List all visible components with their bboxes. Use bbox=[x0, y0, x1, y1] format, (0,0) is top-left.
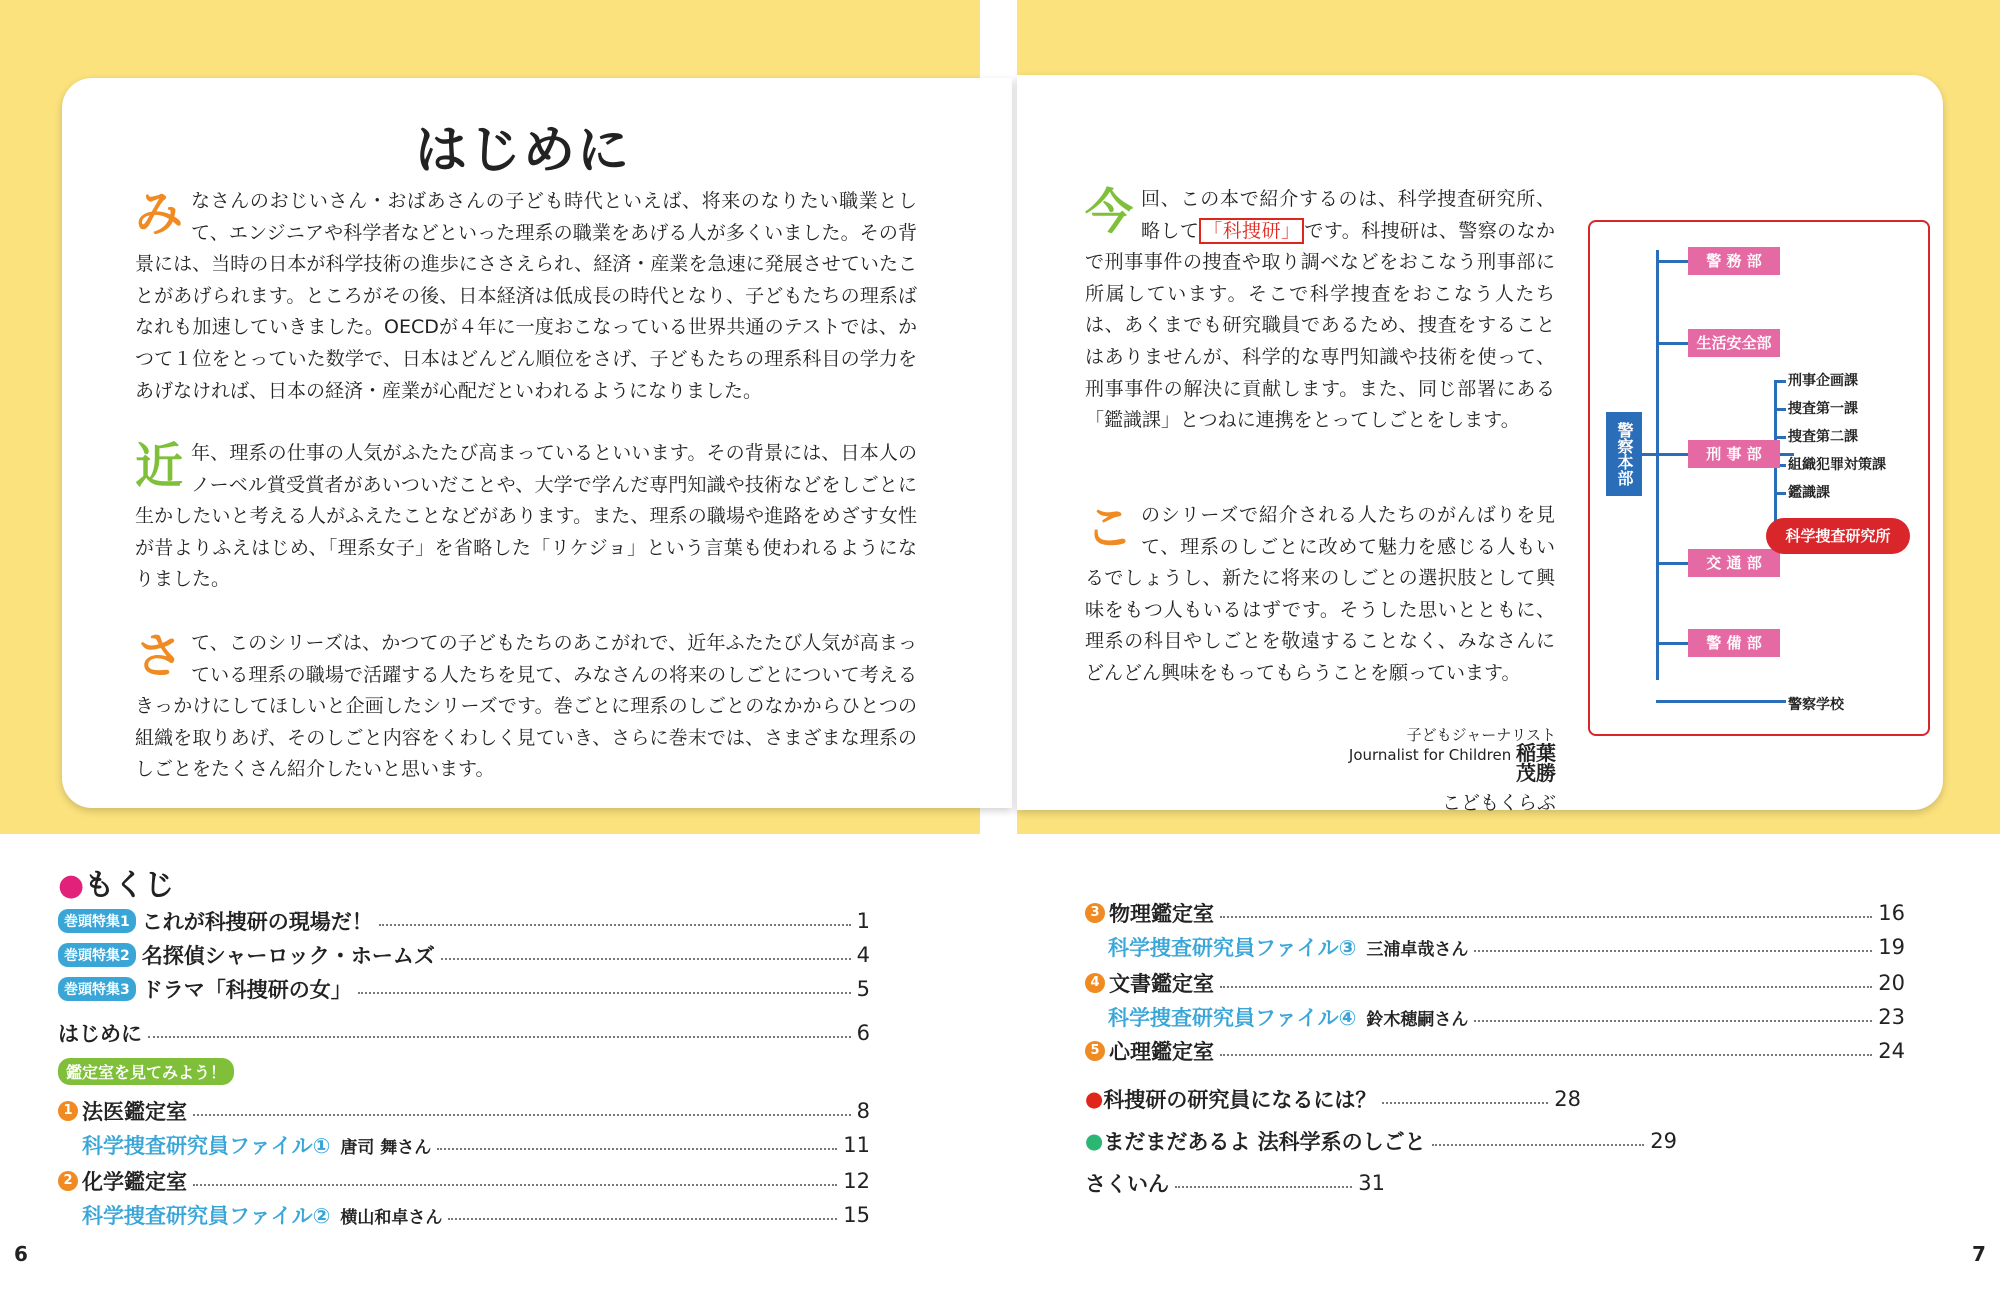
toc-label: 文書鑑定室 bbox=[1109, 972, 1214, 996]
toc-page: 5 bbox=[856, 977, 870, 1001]
toc-page: 11 bbox=[843, 1133, 870, 1157]
toc-label: これが科捜研の現場だ！ bbox=[141, 910, 373, 934]
org-school: 警察学校 bbox=[1788, 697, 1844, 713]
toc-label: ドラマ「科捜研の女」 bbox=[141, 978, 352, 1002]
drop-cap: 今 bbox=[1085, 184, 1134, 240]
number-badge: 3 bbox=[1085, 903, 1105, 923]
researcher-name: 横山和卓さん bbox=[340, 1207, 443, 1228]
number-badge: 1 bbox=[58, 1101, 78, 1121]
toc-entry[interactable] bbox=[1085, 1084, 1581, 1114]
page-number-left: 6 bbox=[14, 1242, 28, 1266]
toc-page: 19 bbox=[1878, 935, 1905, 959]
org-division: 鑑識課 bbox=[1788, 485, 1830, 501]
toc-page: 4 bbox=[856, 943, 870, 967]
bullet-icon: ● bbox=[1085, 1087, 1104, 1111]
page-number-right: 7 bbox=[1972, 1242, 1986, 1266]
org-department: 警 備 部 bbox=[1688, 629, 1780, 657]
paragraph-text: です。科捜研は、警察のなかで刑事事件の捜査や取り調べなどをおこなう刑事部に所属しています。そこで科学捜査をおこなう人たちは、あくまでも研究職員であるため、捜査をすることはありませんが、科学的な専門知識や技術を使って、刑事事件の解決に貢献します。また、同じ部署にある「鑑識課」とつねに連携をとってしごとをします。 bbox=[1085, 219, 1555, 432]
researcher-name: 三浦卓哉さん bbox=[1366, 939, 1469, 960]
leader-dots bbox=[148, 1036, 851, 1038]
researcher-name: 鈴木穂嗣さん bbox=[1366, 1009, 1469, 1030]
drop-cap: み bbox=[135, 186, 184, 242]
intro-paragraph-3 bbox=[135, 628, 917, 786]
toc-page: 24 bbox=[1878, 1039, 1905, 1063]
toc-page: 23 bbox=[1878, 1005, 1905, 1029]
toc-label: 化学鑑定室 bbox=[82, 1170, 187, 1194]
chart-connector bbox=[1774, 436, 1786, 439]
paragraph-text: のシリーズで紹介される人たちのがんばりを見て、理系のしごとに改めて魅力を感じる人もいるでしょうし、新たに将来のしごとの選択肢として興味をもつ人もいるはずです。そうした思いとともに、理系の科目やしごとを敬遠することなく、みなさんにどんどん興味をもってもらうことを願っています。 bbox=[1085, 504, 1555, 684]
leader-dots bbox=[1432, 1144, 1645, 1146]
chart-connector bbox=[1656, 260, 1688, 263]
leader-dots bbox=[1220, 1054, 1872, 1056]
toc-entry[interactable] bbox=[1085, 1126, 1677, 1156]
toc-entry[interactable] bbox=[1085, 1036, 1905, 1066]
paragraph-text: 回、この本で紹介するのは、科学捜査研究所、略して bbox=[1141, 188, 1555, 242]
police-org-chart bbox=[1588, 220, 1930, 736]
toc-page: 15 bbox=[843, 1203, 870, 1227]
feature-tag: 巻頭特集1 bbox=[58, 909, 136, 933]
toc-page: 29 bbox=[1650, 1129, 1677, 1153]
leader-dots bbox=[441, 958, 851, 960]
paragraph-text: なさんのおじいさん・おばあさんの子ども時代といえば、将来のなりたい職業として、エンジニアや科学者などといった理系の職業をあげる人が多くいました。その背景には、当時の日本が科学技術の進歩にささえられ、経済・産業を急速に発展させていたことがあげられます。ところがその後、日本経済は低成長の時代となり、子どもたちの理系ばなれも加速していきました。OECDが４年に一度おこなっている世界共通のテストでは、かつて１位をとっていた数学で、日本はどんどん順位をさげ、子どもたちの理系科目の学力をあげなければ、日本の経済・産業が心配だといわれるようになりました。 bbox=[135, 190, 917, 402]
chart-connector bbox=[1656, 250, 1659, 680]
org-department: 交 通 部 bbox=[1688, 549, 1780, 577]
author-role-en: Journalist for Children bbox=[1348, 746, 1512, 764]
author-org: こどもくらぶ bbox=[1441, 792, 1556, 814]
number-badge: 2 bbox=[58, 1171, 78, 1191]
chart-connector bbox=[1656, 642, 1688, 645]
toc-entry[interactable] bbox=[82, 1200, 870, 1230]
toc-page: 8 bbox=[856, 1099, 870, 1123]
drop-cap: 近 bbox=[135, 438, 184, 494]
chart-connector bbox=[1656, 700, 1786, 703]
author-name: 稲葉茂勝 bbox=[1516, 741, 1556, 785]
toc-label: 科学捜査研究員ファイル③ bbox=[1108, 936, 1357, 960]
toc-page: 12 bbox=[843, 1169, 870, 1193]
toc-label: 心理鑑定室 bbox=[1109, 1040, 1214, 1064]
paragraph-text: て、このシリーズは、かつての子どもたちのあこがれで、近年ふたたび人気が高まっている理系の職場で活躍する人たちを見て、みなさんの将来のしごとについて考えるきっかけにしてほしいと企画したシリーズです。巻ごとに理系のしごとのなかからひとつの組織を取りあげ、そのしごと内容をくわしく見ていき、さらに巻末では、さまざまな理系のしごとをたくさん紹介したいと思います。 bbox=[135, 632, 917, 781]
kasoken-term: 「科捜研」 bbox=[1199, 218, 1304, 244]
toc-label: さくいん bbox=[1085, 1172, 1169, 1196]
leader-dots bbox=[1175, 1186, 1352, 1188]
org-hq-box: 警察本部 bbox=[1606, 412, 1642, 496]
toc-entry[interactable] bbox=[58, 1166, 870, 1196]
toc-label: 科捜研の研究員になるには？ bbox=[1103, 1088, 1377, 1112]
intro-paragraph-5 bbox=[1085, 500, 1555, 690]
leader-dots bbox=[1220, 916, 1872, 918]
toc-section-label bbox=[58, 1058, 234, 1085]
org-department: 警 務 部 bbox=[1688, 247, 1780, 275]
leader-dots bbox=[448, 1218, 837, 1220]
org-division: 組織犯罪対策課 bbox=[1788, 457, 1886, 473]
toc-label: はじめに bbox=[58, 1022, 142, 1046]
toc-label: 名探偵シャーロック・ホームズ bbox=[141, 944, 435, 968]
researcher-name: 唐司 舞さん bbox=[340, 1137, 432, 1158]
leader-dots bbox=[1220, 986, 1872, 988]
org-highlight-lab: 科学捜査研究所 bbox=[1766, 518, 1910, 554]
org-division: 捜査第二課 bbox=[1788, 429, 1858, 445]
leader-dots bbox=[193, 1114, 851, 1116]
toc-entry[interactable] bbox=[1108, 1002, 1905, 1032]
leader-dots bbox=[1382, 1102, 1548, 1104]
org-department: 刑 事 部 bbox=[1688, 440, 1780, 468]
chart-connector bbox=[1656, 562, 1688, 565]
toc-page: 20 bbox=[1878, 971, 1905, 995]
chart-connector bbox=[1774, 492, 1786, 495]
leader-dots bbox=[193, 1184, 837, 1186]
org-division: 捜査第一課 bbox=[1788, 401, 1858, 417]
toc-entry[interactable] bbox=[58, 906, 870, 936]
toc-entry[interactable] bbox=[1085, 898, 1905, 928]
drop-cap: さ bbox=[135, 628, 184, 684]
leader-dots bbox=[1474, 1020, 1872, 1022]
chart-connector bbox=[1656, 342, 1688, 345]
leader-dots bbox=[379, 924, 851, 926]
toc-label: 法医鑑定室 bbox=[82, 1100, 187, 1124]
leader-dots bbox=[1474, 950, 1872, 952]
author-role: 子どもジャーナリスト bbox=[1406, 726, 1556, 744]
toc-entry[interactable] bbox=[1085, 968, 1905, 998]
toc-page: 6 bbox=[856, 1021, 870, 1045]
toc-page: 31 bbox=[1358, 1171, 1385, 1195]
toc-page: 16 bbox=[1878, 901, 1905, 925]
chart-connector bbox=[1774, 380, 1786, 383]
intro-paragraph-2 bbox=[135, 438, 917, 596]
toc-page: 28 bbox=[1554, 1087, 1581, 1111]
toc-entry[interactable] bbox=[1108, 932, 1905, 962]
toc-label: 物理鑑定室 bbox=[1109, 902, 1214, 926]
org-department: 生活安全部 bbox=[1688, 329, 1780, 357]
toc-label: 科学捜査研究員ファイル④ bbox=[1108, 1006, 1357, 1030]
section-tag: 鑑定室を見てみよう！ bbox=[58, 1058, 234, 1085]
feature-tag: 巻頭特集2 bbox=[58, 943, 136, 967]
intro-paragraph-4 bbox=[1085, 184, 1555, 437]
author-byline bbox=[1330, 726, 1556, 812]
toc-entry[interactable] bbox=[58, 1018, 870, 1048]
toc-entry[interactable] bbox=[82, 1130, 870, 1160]
chart-connector bbox=[1774, 408, 1786, 411]
bullet-icon: ● bbox=[1085, 1129, 1104, 1153]
toc-label: 科学捜査研究員ファイル② bbox=[82, 1204, 331, 1228]
toc-page: 1 bbox=[856, 909, 870, 933]
toc-heading: ●もくじ bbox=[58, 868, 175, 903]
leader-dots bbox=[437, 1148, 837, 1150]
bullet-icon: ● bbox=[58, 868, 85, 903]
feature-tag: 巻頭特集3 bbox=[58, 977, 136, 1001]
number-badge: 5 bbox=[1085, 1041, 1105, 1061]
toc-entry[interactable] bbox=[58, 1096, 870, 1126]
toc-entry[interactable] bbox=[58, 974, 870, 1004]
leader-dots bbox=[358, 992, 851, 994]
paragraph-text: 年、理系の仕事の人気がふたたび高まっているといいます。その背景には、日本人のノーベル賞受賞者があいついだことや、大学で学んだ専門知識や技術などをしごとに生かしたいと考える人がふえたことなどがあります。また、理系の職場や進路をめざす女性が昔よりふえはじめ、「理系女子」を省略した「リケジョ」という言葉も使われるようになりました。 bbox=[135, 442, 917, 591]
toc-entry[interactable] bbox=[58, 940, 870, 970]
chart-connector bbox=[1656, 453, 1688, 456]
intro-paragraph-1 bbox=[135, 186, 917, 407]
toc-label: まだまだあるよ 法科学系のしごと bbox=[1103, 1130, 1426, 1154]
drop-cap: こ bbox=[1085, 500, 1134, 556]
toc-label: 科学捜査研究員ファイル① bbox=[82, 1134, 331, 1158]
page-title: はじめに bbox=[415, 121, 632, 181]
number-badge: 4 bbox=[1085, 973, 1105, 993]
org-division: 刑事企画課 bbox=[1788, 373, 1858, 389]
toc-entry[interactable] bbox=[1085, 1168, 1385, 1198]
